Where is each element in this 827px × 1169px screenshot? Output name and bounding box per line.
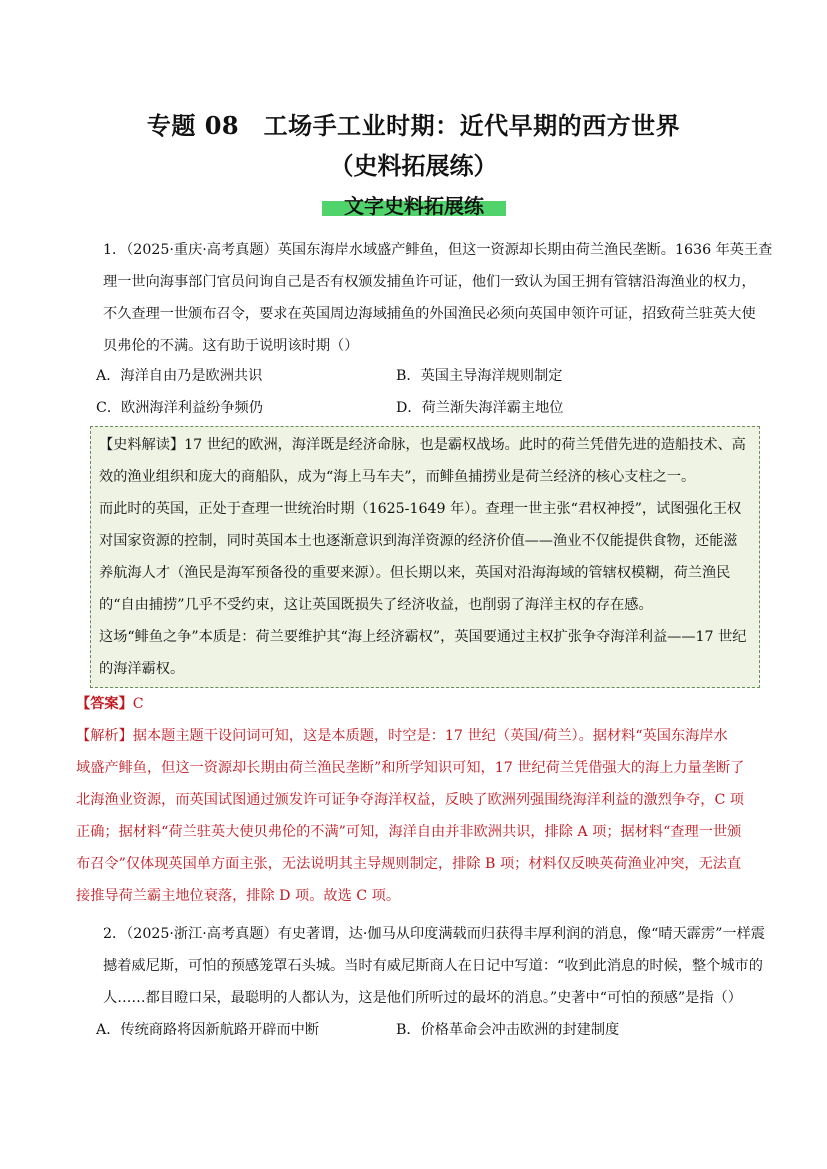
box-line-7: 这场“鲱鱼之争”本质是：荷兰要维护其“海上经济霸权”，英国要通过主权扩张争夺海洋利益——17 世纪 xyxy=(99,629,747,645)
page-subtitle: （史料拓展练） xyxy=(329,151,498,180)
answer-label: 【答案】 xyxy=(76,696,133,712)
q1-line-3: 不久查理一世颁布召令，要求在英国周边海域捕鱼的外国渔民必须向英国申领许可证，招致荷兰驻英大使 xyxy=(103,306,756,322)
q1-option-c: C．欧洲海洋利益纷争频仍 xyxy=(96,400,263,416)
page-title: 专题 08 工场手工业时期：近代早期的西方世界 xyxy=(146,111,681,140)
q1-option-b: B．英国主导海洋规则制定 xyxy=(396,368,563,384)
answer-value: C xyxy=(132,696,144,712)
section-badge xyxy=(322,190,506,218)
explanation-line-1: 【解析】据本题主题干设问词可知，这是本质题，时空是：17 世纪（英国/荷兰）。据材料“英国东海岸水 xyxy=(76,728,728,744)
q1-option-d: D．荷兰渐失海洋霸主地位 xyxy=(396,400,564,416)
box-line-3: 而此时的英国，正处于查理一世统治时期（1625-1649 年）。查理一世主张“君权神授”，试图强化王权 xyxy=(99,501,742,517)
q1-line-1: 1．（2025·重庆·高考真题）英国东海岸水域盛产鲱鱼，但这一资源却长期由荷兰渔民垄断。1636 年英王查 xyxy=(103,242,773,258)
explanation xyxy=(76,720,766,912)
q1-option-a: A．海洋自由乃是欧洲共识 xyxy=(96,368,263,384)
question-2-stem xyxy=(103,918,763,1014)
explanation-line-3: 北海渔业资源，而英国试图通过颁发许可证争夺海洋权益，反映了欧洲列强围绕海洋利益的激烈争夺，C 项 xyxy=(76,792,744,808)
q1-line-4: 贝弗伦的不满。这有助于说明该时期（） xyxy=(103,338,359,354)
box-line-6: 的“自由捕捞”几乎不受约束，这让英国既损失了经济收益，也削弱了海洋主权的存在感。 xyxy=(99,597,653,613)
box-line-2: 效的渔业组织和庞大的商船队，成为“海上马车夫”，而鲱鱼捕捞业是荷兰经济的核心支柱之一。 xyxy=(99,469,696,485)
box-line-1: 【史料解读】17 世纪的欧洲，海洋既是经济命脉，也是霸权战场。此时的荷兰凭借先进的造船技术、高 xyxy=(99,437,746,453)
box-line-8: 的海洋霸权。 xyxy=(99,661,185,677)
box-line-5: 养航海人才（渔民是海军预备役的重要来源）。但长期以来，英国对沿海海域的管辖权模糊，荷兰渔民 xyxy=(99,565,731,581)
q2-option-a: A．传统商路将因新航路开辟而中断 xyxy=(96,1022,320,1038)
explanation-line-5: 布召令”仅体现英国单方面主张，无法说明其主导规则制定，排除 B 项；材料仅反映英荷渔业冲突，无法直 xyxy=(76,856,742,872)
box-line-4: 对国家资源的控制，同时英国本土也逐渐意识到海洋资源的经济价值——渔业不仅能提供食物，还能滋 xyxy=(99,533,738,549)
q2-line-2: 撼着威尼斯，可怕的预感笼罩石头城。当时有威尼斯商人在日记中写道：“收到此消息的时候，整个城市的 xyxy=(103,958,763,974)
question-1-stem xyxy=(103,234,773,362)
source-analysis-box xyxy=(90,426,760,688)
q2-option-b: B．价格革命会冲击欧洲的封建制度 xyxy=(396,1022,620,1038)
q1-line-2: 理一世向海事部门官员问询自己是否有权颁发捕鱼许可证，他们一致认为国王拥有管辖沿海渔业的权力， xyxy=(103,274,756,290)
answer-line xyxy=(76,694,144,714)
explanation-line-4: 正确；据材料“荷兰驻英大使贝弗伦的不满”可知，海洋自由并非欧洲共识，排除 A 项；据材料“查理一世颁 xyxy=(76,824,742,840)
q2-line-3: 人……都目瞪口呆，最聪明的人都认为，这是他们所听过的最坏的消息。”史著中“可怕的预感”是指（） xyxy=(103,990,742,1006)
explanation-line-6: 接推导荷兰霸主地位衰落，排除 D 项。故选 C 项。 xyxy=(76,888,401,904)
section-badge-label: 文字史料拓展练 xyxy=(344,194,484,218)
explanation-line-2: 域盛产鲱鱼，但这一资源却长期由荷兰渔民垄断”和所学知识可知，17 世纪荷兰凭借强大的海上力量垄断了 xyxy=(76,760,745,776)
q2-line-1: 2．（2025·浙江·高考真题）有史著谓，达·伽马从印度满载而归获得丰厚利润的消息，像“晴天霹雳”一样震 xyxy=(103,926,765,942)
